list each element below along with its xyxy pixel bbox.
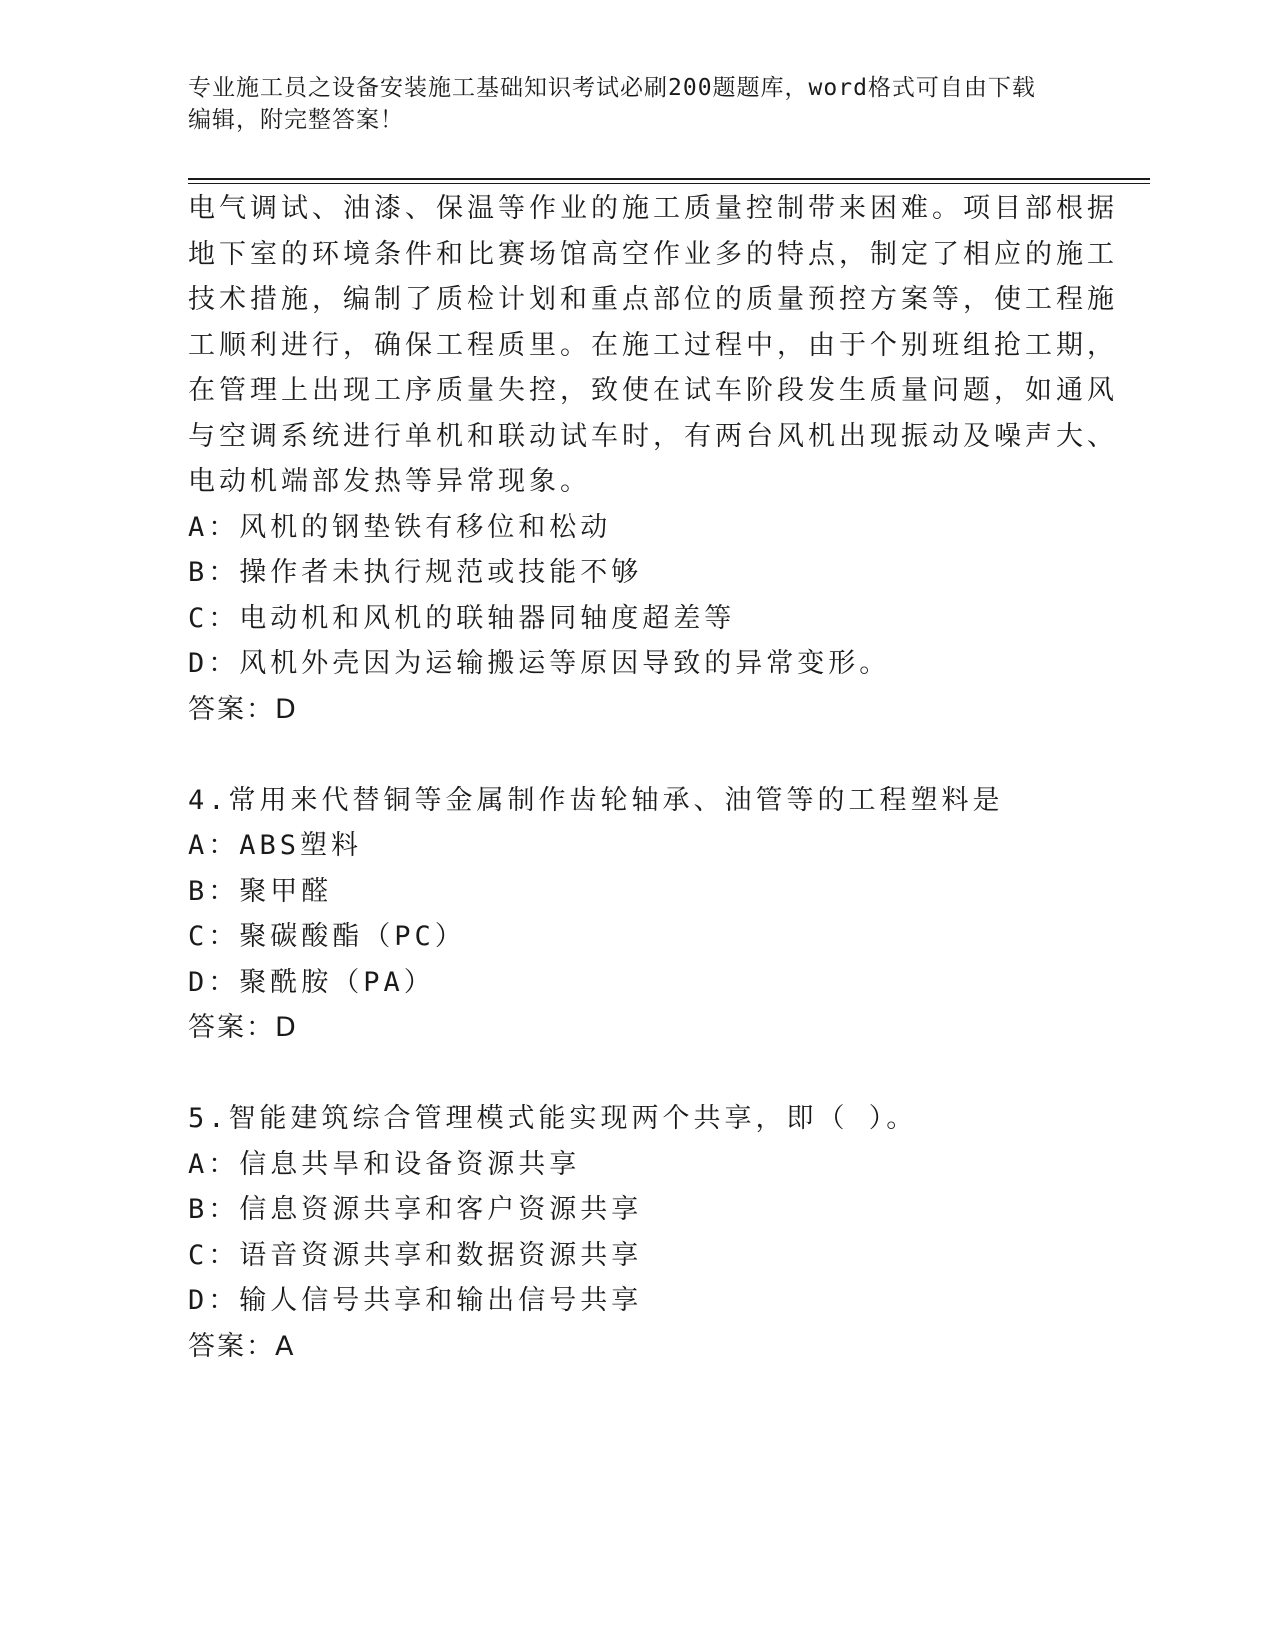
question-5-answer: 答案：A [188,1330,296,1362]
question-3-block [188,186,1118,732]
question-3-stem-line: 在管理上出现工序质量失控，致使在试车阶段发生质量问题，如通风 [188,375,1118,406]
header-divider-thick [188,178,1150,180]
question-3-option-c: C：电动机和风机的联轴器同轴度超差等 [188,602,736,634]
question-3-option-a: A：风机的钢垫铁有移位和松动 [188,511,612,543]
document-header [188,72,1068,136]
question-3-stem-line: 电动机端部发热等异常现象。 [188,466,591,497]
question-3-stem-line: 地下室的环境条件和比赛场馆高空作业多的特点，制定了相应的施工 [188,238,1118,270]
header-line-2: 编辑，附完整答案！ [188,107,404,133]
question-3-option-b: B：操作者未执行规范或技能不够 [188,557,643,588]
question-4-option-c: C：聚碳酸酯（PC） [188,921,466,952]
question-5-option-c: C：语音资源共享和数据资源共享 [188,1239,643,1271]
question-3-answer: 答案：D [188,693,298,725]
question-4-option-a: A：ABS塑料 [188,830,363,861]
question-4-option-b: B：聚甲醛 [188,875,333,907]
document-body [188,186,1118,1369]
question-spacer [188,732,1068,778]
question-5-option-d: D：输人信号共享和输出信号共享 [188,1285,643,1316]
question-3-stem-line: 工顺利进行，确保工程质里。在施工过程中，由于个别班组抢工期， [188,329,1118,361]
question-3-stem-line: 技术措施，编制了质检计划和重点部位的质量预控方案等，使工程施 [188,284,1118,315]
header-divider-thin [188,183,1150,184]
question-3-stem-line: 电气调试、油漆、保温等作业的施工质量控制带来困难。项目部根据 [188,193,1118,224]
question-5-option-b: B：信息资源共享和客户资源共享 [188,1194,643,1225]
question-4-stem: 4.常用来代替铜等金属制作齿轮轴承、油管等的工程塑料是 [188,784,1004,816]
question-3-stem-line: 与空调系统进行单机和联动试车时，有两台风机出现振动及噪声大、 [188,420,1118,452]
question-5-option-a: A：信息共旱和设备资源共享 [188,1148,581,1180]
question-3-option-d: D：风机外壳因为运输搬运等原因导致的异常变形。 [188,648,891,679]
header-line-1: 专业施工员之设备安装施工基础知识考试必刷200题题库，word格式可自由下载 [188,75,1036,101]
question-5-stem: 5.智能建筑综合管理模式能实现两个共享，即（ ）。 [188,1103,918,1134]
question-spacer [188,1051,1068,1097]
question-4-answer: 答案：D [188,1012,298,1043]
question-5-block [188,1096,1068,1369]
question-4-block [188,778,1068,1051]
question-4-option-d: D：聚酰胺（PA） [188,966,435,998]
